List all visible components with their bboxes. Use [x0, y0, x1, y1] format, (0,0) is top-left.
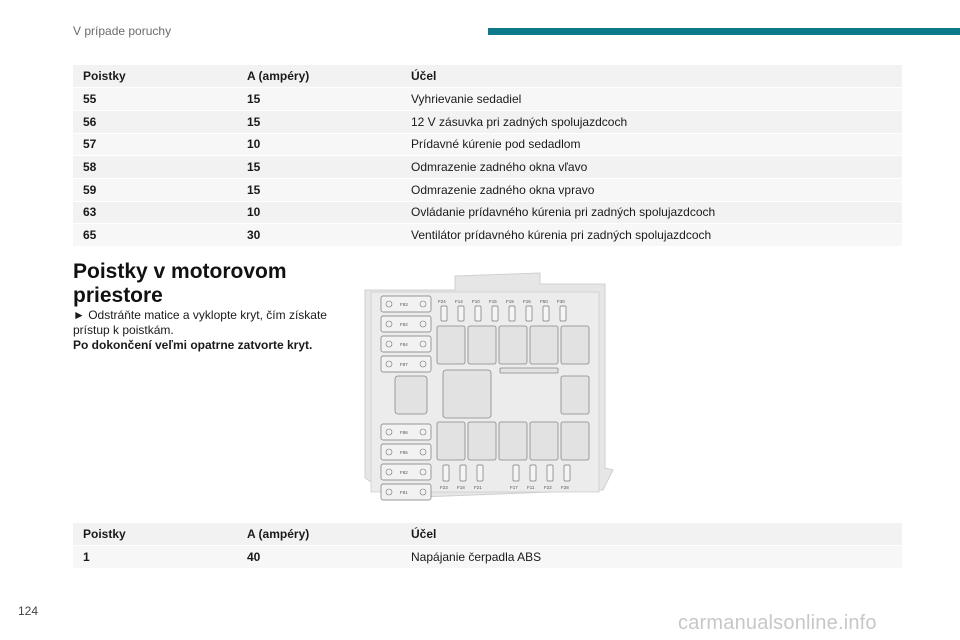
fuse-amperes: 10	[237, 201, 401, 224]
fuse-purpose: Napájanie čerpadla ABS	[401, 546, 902, 569]
fuse-number: 56	[73, 110, 237, 133]
col-header-purpose: Účel	[401, 65, 902, 88]
table-row	[73, 178, 902, 201]
fuse-label: F82	[400, 322, 408, 327]
section-title: Poistky v motorovom priestore	[73, 260, 287, 307]
table-row	[73, 88, 902, 111]
mini-fuse	[458, 306, 464, 321]
fuse-number: 58	[73, 156, 237, 179]
fuse-label: F82	[400, 470, 408, 475]
running-head: V prípade poruchy	[73, 24, 172, 38]
fuse-amperes: 15	[237, 88, 401, 111]
fuse-label: F21	[474, 485, 482, 490]
fuse-purpose: Prídavné kúrenie pod sedadlom	[401, 133, 902, 156]
mini-fuse	[543, 306, 549, 321]
watermark: carmanualsonline.info	[678, 612, 877, 634]
fuse-amperes: 10	[237, 133, 401, 156]
table-header-row	[73, 65, 902, 88]
fuse-label: F83	[400, 302, 408, 307]
instruction-note: Po dokončení veľmi opatrne zatvorte kryt.	[73, 338, 313, 352]
fuse-table-engine	[73, 523, 902, 569]
fuse-label: F11	[527, 485, 535, 490]
fuse-amperes: 40	[237, 546, 401, 569]
table-row	[73, 156, 902, 179]
fuse-number: 57	[73, 133, 237, 156]
fuse-amperes: 15	[237, 110, 401, 133]
table-header-row	[73, 523, 902, 546]
mini-fuse	[530, 465, 536, 481]
fuse-number: 55	[73, 88, 237, 111]
table-row	[73, 546, 902, 569]
fuse-label: F23	[440, 485, 448, 490]
table-row	[73, 110, 902, 133]
mini-fuse	[460, 465, 466, 481]
fuse-table-cabin	[73, 65, 902, 247]
fuse-label: F85	[400, 450, 408, 455]
fuse-label: F30	[557, 299, 565, 304]
fuse-amperes: 15	[237, 178, 401, 201]
fuse-number: 59	[73, 178, 237, 201]
engine-fuse-box-diagram	[355, 268, 617, 504]
mini-fuse	[564, 465, 570, 481]
col-header-fuses: Poistky	[73, 523, 237, 546]
mini-fuse	[492, 306, 498, 321]
mini-fuse	[441, 306, 447, 321]
fuse-purpose: 12 V zásuvka pri zadných spolujazdcoch	[401, 110, 902, 133]
table-row	[73, 201, 902, 224]
fuse-label: F84	[400, 342, 408, 347]
instruction-text	[73, 308, 343, 353]
mini-fuse	[443, 465, 449, 481]
fuse-label: F10	[472, 299, 480, 304]
fuse-label: F16	[523, 299, 531, 304]
page-number: 124	[18, 604, 39, 618]
fuse-number: 63	[73, 201, 237, 224]
mini-fuse	[475, 306, 481, 321]
instruction-step: ► Odstráňte matice a vyklopte kryt, čím získate prístup k poistkám.	[73, 308, 327, 337]
mini-fuse	[560, 306, 566, 321]
mini-fuse	[509, 306, 515, 321]
mini-fuse	[526, 306, 532, 321]
fuse-label: F86	[400, 430, 408, 435]
fuse-purpose: Ventilátor prídavného kúrenia pri zadných spolujazdcoch	[401, 224, 902, 247]
fuse-label: F19	[506, 299, 514, 304]
table-row	[73, 224, 902, 247]
col-header-amperes: A (ampéry)	[237, 65, 401, 88]
fuse-purpose: Odmrazenie zadného okna vpravo	[401, 178, 902, 201]
fuse-label: F87	[400, 362, 408, 367]
table-row	[73, 133, 902, 156]
fuse-label: F28	[561, 485, 569, 490]
header-accent-bar	[488, 28, 960, 35]
fuse-purpose: Ovládanie prídavného kúrenia pri zadných spolujazdcoch	[401, 201, 902, 224]
fuse-label: F14	[455, 299, 463, 304]
fuse-label: F17	[510, 485, 518, 490]
fuse-amperes: 30	[237, 224, 401, 247]
mini-fuse	[513, 465, 519, 481]
fuse-label: F22	[544, 485, 552, 490]
fuse-purpose: Odmrazenie zadného okna vľavo	[401, 156, 902, 179]
fuse-label: F24	[438, 299, 446, 304]
mini-fuse	[547, 465, 553, 481]
col-header-fuses: Poistky	[73, 65, 237, 88]
fuse-number: 65	[73, 224, 237, 247]
col-header-purpose: Účel	[401, 523, 902, 546]
fuse-number: 1	[73, 546, 237, 569]
fuse-label: F15	[489, 299, 497, 304]
fuse-purpose: Vyhrievanie sedadiel	[401, 88, 902, 111]
col-header-amperes: A (ampéry)	[237, 523, 401, 546]
fuse-label: F50	[540, 299, 548, 304]
fuse-label: F18	[457, 485, 465, 490]
mini-fuse	[477, 465, 483, 481]
fuse-amperes: 15	[237, 156, 401, 179]
fuse-label: F81	[400, 490, 408, 495]
